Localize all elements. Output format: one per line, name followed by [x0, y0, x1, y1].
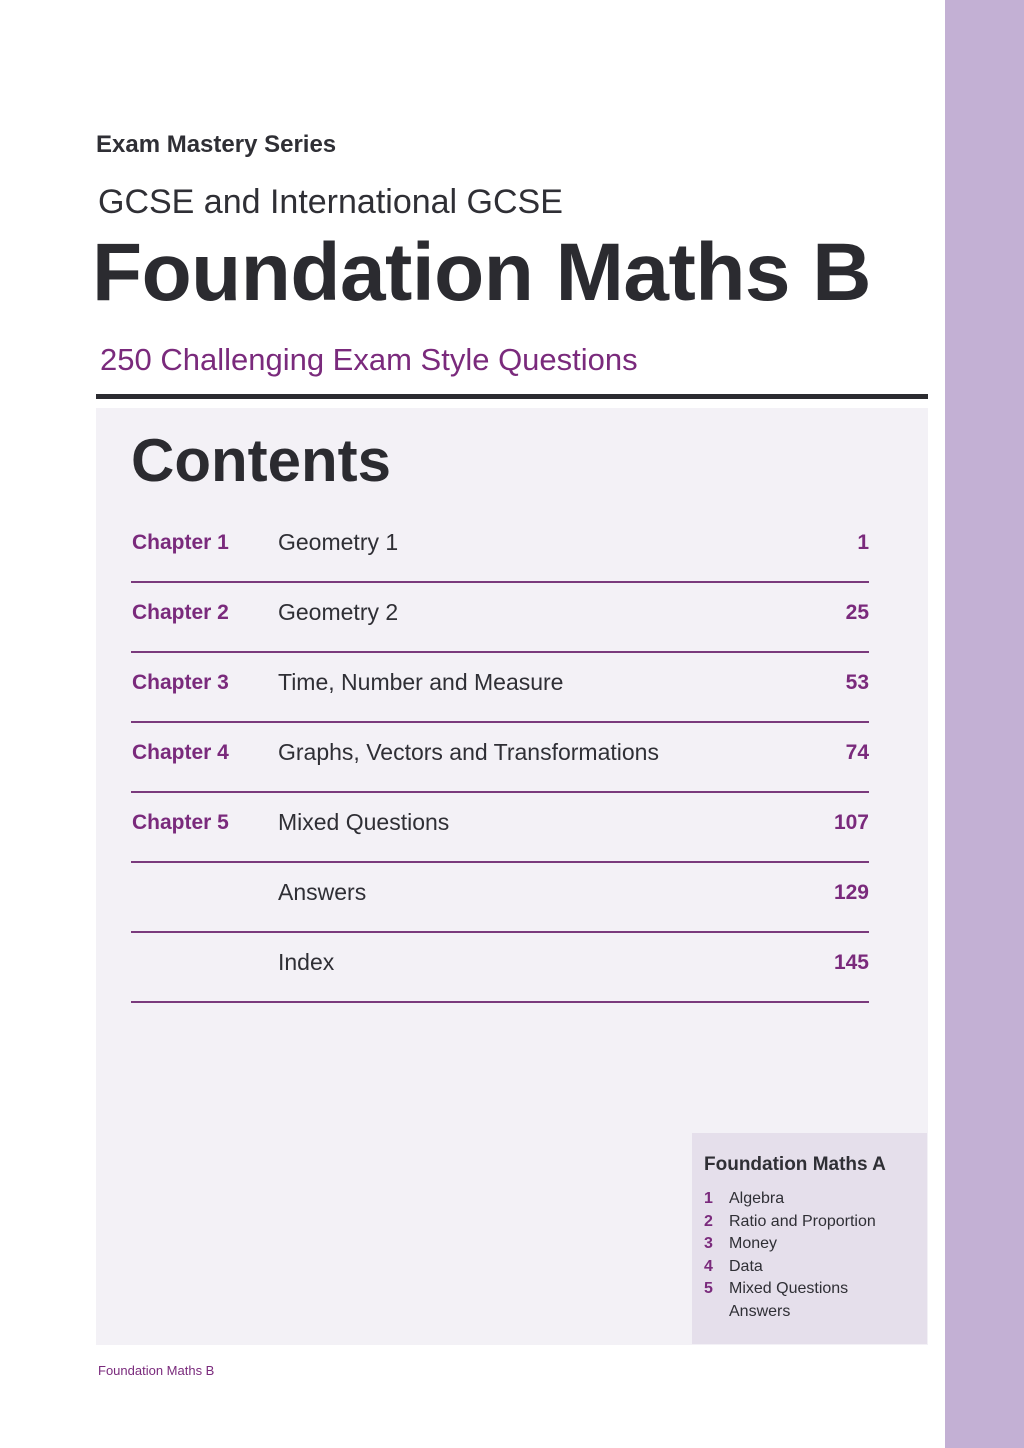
side-color-band	[945, 0, 1024, 1448]
toc-page-number: 107	[833, 811, 869, 834]
toc-page-number: 129	[833, 881, 869, 904]
companion-book-title: Foundation Maths A	[704, 1154, 886, 1175]
toc-entry-title: Time, Number and Measure	[278, 669, 564, 695]
toc-entry[interactable]	[131, 583, 869, 653]
table-of-contents	[131, 513, 869, 1003]
toc-entry[interactable]	[131, 653, 869, 723]
toc-chapter-label: Chapter 3	[132, 671, 229, 694]
companion-chapter-number: 4	[704, 1257, 713, 1275]
toc-entry[interactable]	[131, 933, 869, 1003]
toc-entry-title: Answers	[278, 879, 367, 905]
companion-chapter-number: 2	[704, 1212, 713, 1230]
toc-entry-title: Geometry 1	[278, 529, 399, 555]
book-subtitle: 250 Challenging Exam Style Questions	[100, 342, 638, 377]
companion-chapter-label: Mixed Questions	[729, 1280, 849, 1297]
toc-entry[interactable]	[131, 863, 869, 933]
book-title: Foundation Maths B	[92, 227, 872, 318]
toc-page-number: 145	[833, 951, 869, 974]
toc-page-number: 74	[845, 741, 869, 764]
toc-entry[interactable]	[131, 793, 869, 863]
toc-chapter-label: Chapter 2	[132, 601, 229, 624]
qualification-level: GCSE and International GCSE	[98, 183, 563, 221]
companion-chapter-label: Money	[729, 1235, 778, 1252]
series-name: Exam Mastery Series	[96, 131, 337, 158]
toc-entry-title: Graphs, Vectors and Transformations	[278, 739, 659, 765]
toc-entry-title: Geometry 2	[278, 599, 399, 625]
page-footer: Foundation Maths B	[98, 1363, 215, 1378]
companion-chapter-number: 3	[704, 1235, 713, 1252]
companion-chapter-number: 5	[704, 1280, 713, 1297]
companion-chapter-label: Answers	[729, 1302, 791, 1320]
toc-chapter-label: Chapter 1	[132, 531, 229, 554]
contents-heading: Contents	[131, 427, 391, 494]
toc-page-number: 53	[845, 671, 869, 694]
companion-chapter-number: 1	[704, 1190, 713, 1207]
companion-chapter-label: Algebra	[729, 1190, 785, 1207]
toc-entry[interactable]	[131, 723, 869, 793]
companion-chapter-label: Ratio and Proportion	[729, 1212, 876, 1230]
toc-entry-title: Mixed Questions	[278, 809, 450, 835]
toc-entry-title: Index	[278, 949, 335, 975]
toc-chapter-label: Chapter 5	[132, 811, 229, 834]
toc-entry[interactable]	[131, 513, 869, 583]
toc-chapter-label: Chapter 4	[132, 741, 229, 764]
companion-chapter-label: Data	[729, 1257, 763, 1275]
toc-page-number: 1	[857, 531, 869, 554]
companion-book-box	[692, 1133, 927, 1344]
toc-page-number: 25	[845, 601, 869, 624]
title-divider	[96, 394, 928, 399]
